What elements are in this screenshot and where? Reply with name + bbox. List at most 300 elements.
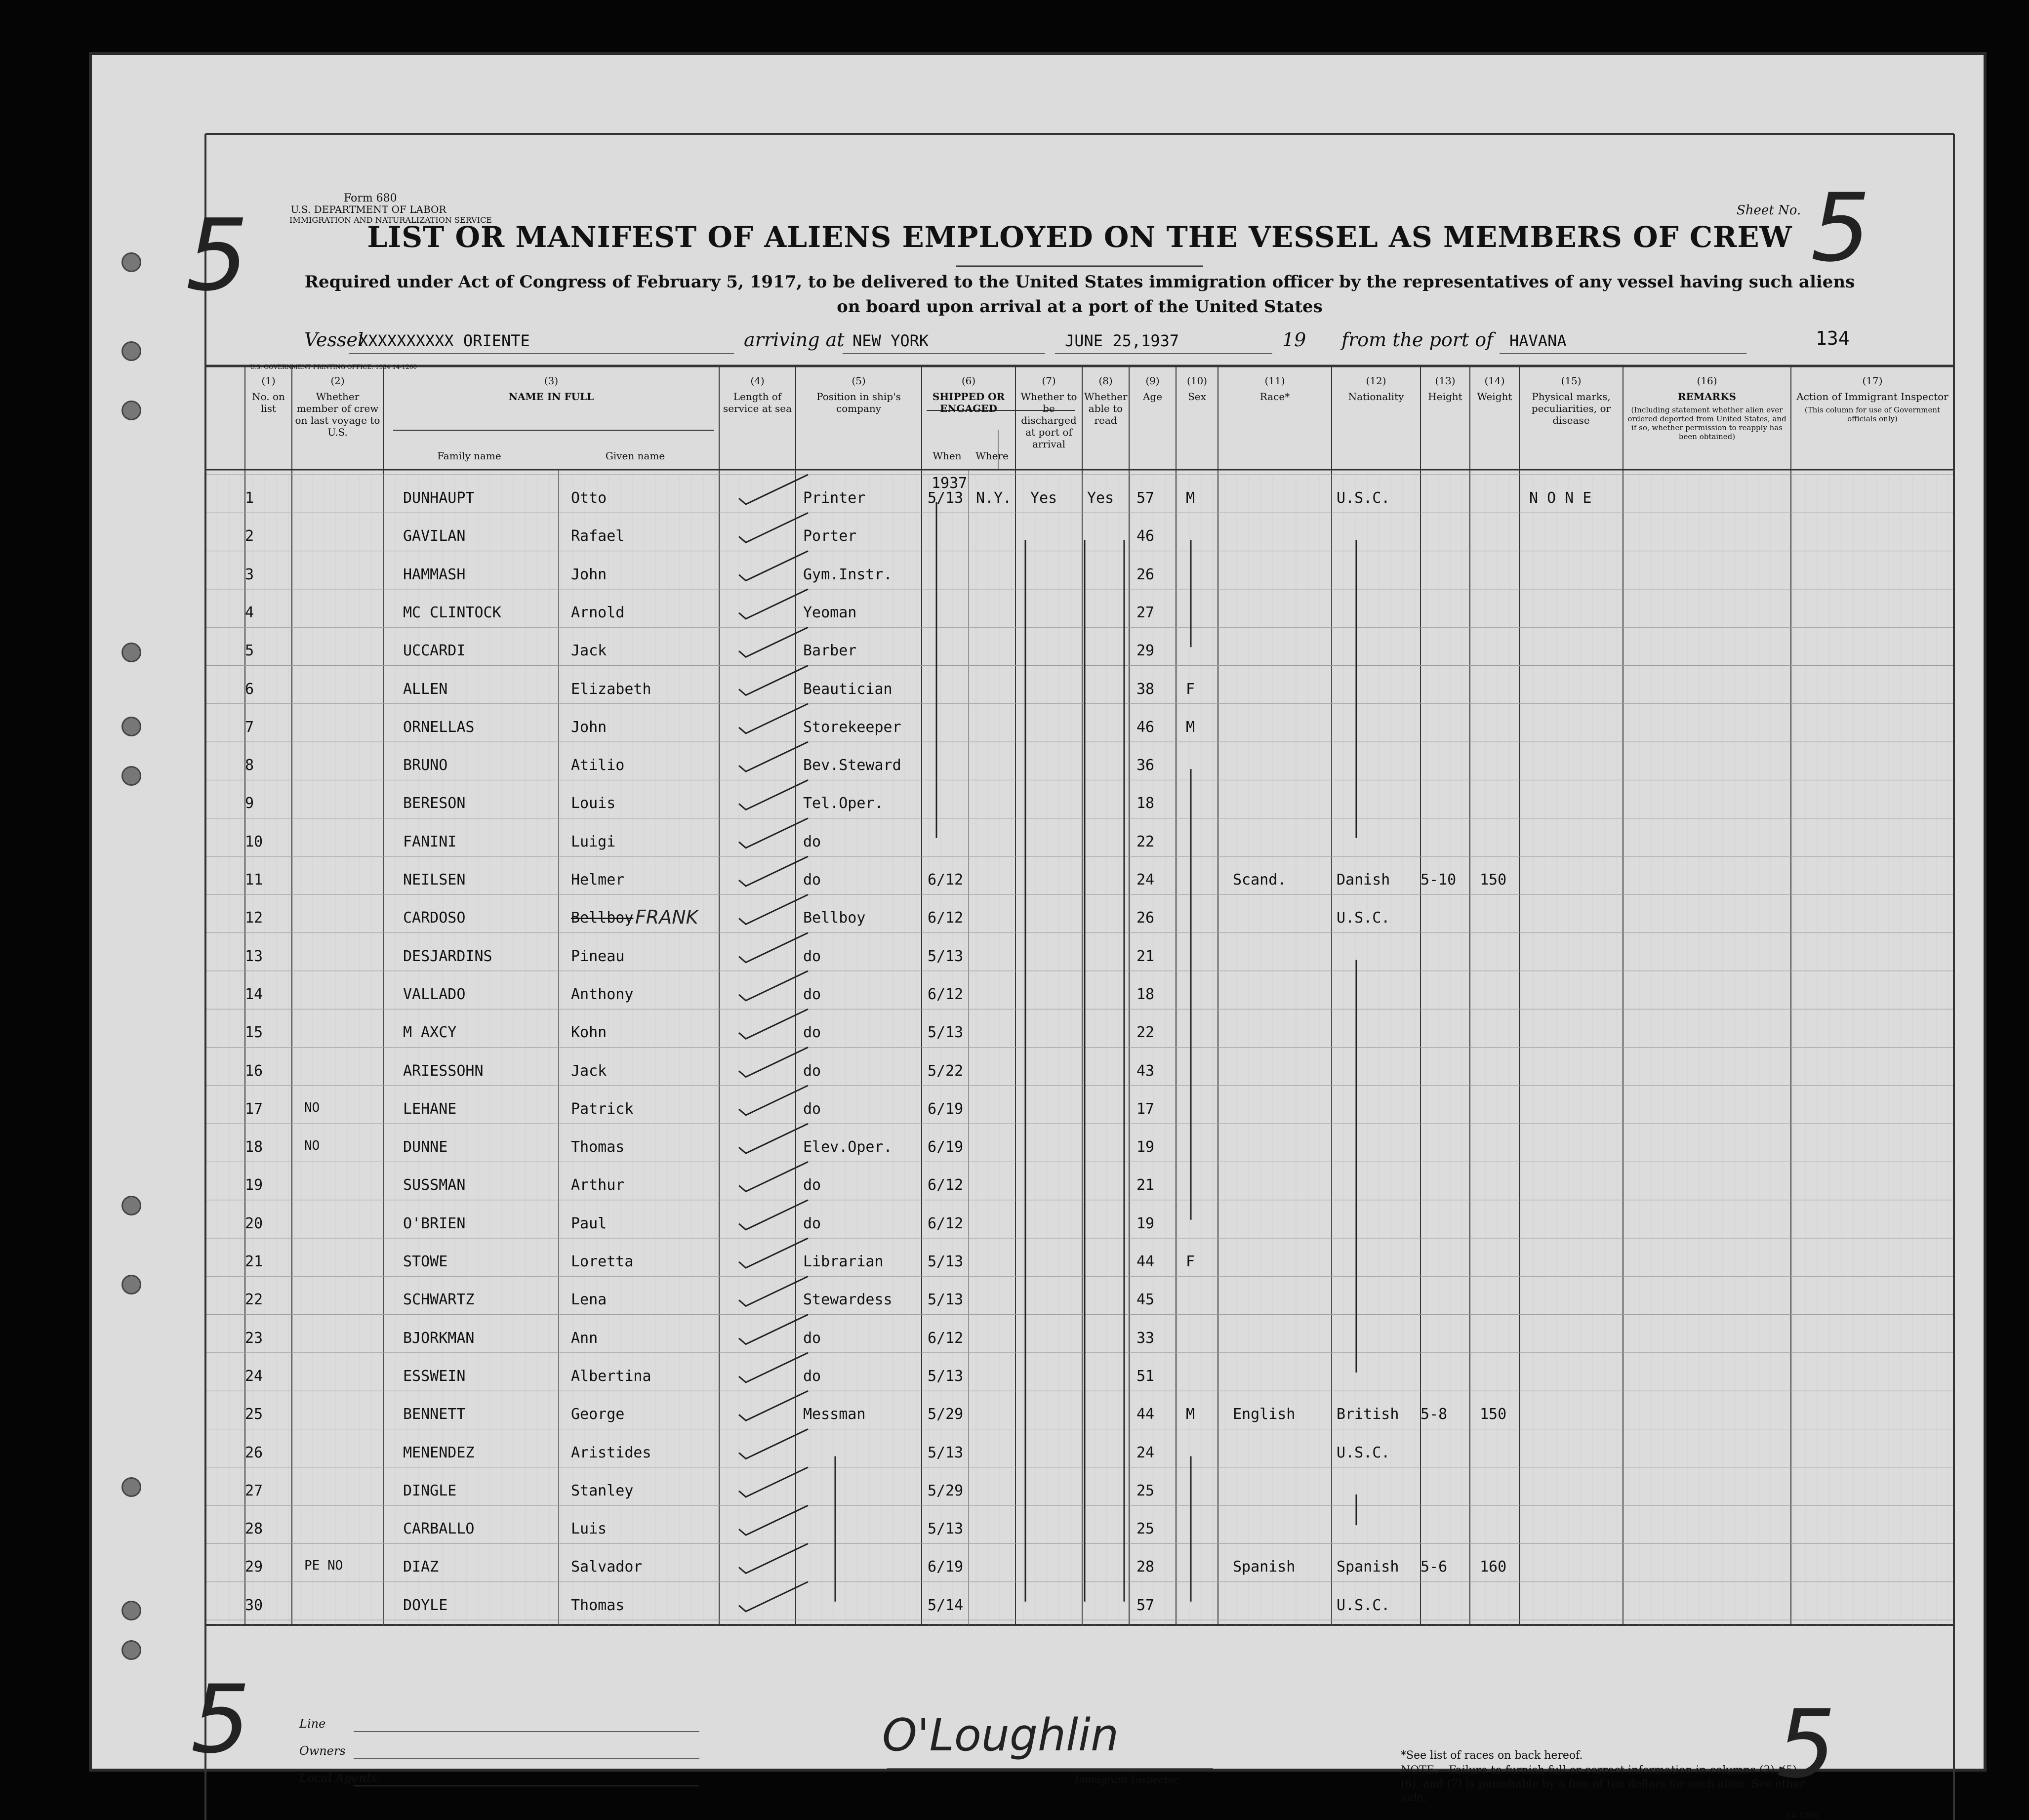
age-cell: 19	[1136, 1214, 1155, 1232]
rownum-cell: 21	[245, 1253, 263, 1270]
rownum-cell: 16	[245, 1062, 263, 1080]
position-cell: Beautician	[803, 680, 893, 698]
age-cell: 28	[1136, 1558, 1155, 1576]
position-cell: Elev.Oper.	[803, 1138, 893, 1156]
when-cell: 5/13	[928, 947, 964, 965]
when-cell: 6/19	[928, 1100, 964, 1118]
check-mark	[739, 780, 808, 809]
position-cell: Tel.Oper.	[803, 795, 884, 812]
line-label: Line	[299, 1717, 326, 1731]
given-name-cell: FRANK	[635, 906, 698, 929]
family-name-cell: NEILSEN	[403, 871, 466, 889]
age-cell: 22	[1136, 833, 1155, 850]
rownum-cell: 4	[245, 604, 254, 621]
rownum-cell: 29	[245, 1558, 263, 1576]
inspector-label: Immigrant Inspector.	[1075, 1774, 1181, 1785]
height-cell: 5-8	[1420, 1406, 1448, 1423]
age-cell: 18	[1136, 795, 1155, 812]
form-body	[186, 134, 1954, 1820]
check-mark	[739, 856, 808, 886]
family-name-cell: DIAZ	[403, 1558, 439, 1576]
manifest-title: LIST OR MANIFEST OF ALIENS EMPLOYED ON THE VESSEL AS MEMBERS OF CREW	[367, 220, 1792, 254]
local-agents-label: Local Agents	[299, 1771, 377, 1785]
weight-cell: 160	[1480, 1558, 1507, 1576]
age-cell: 26	[1136, 566, 1155, 583]
family-name-cell: DOYLE	[403, 1596, 448, 1614]
check-mark	[739, 551, 808, 581]
rownum-cell: 23	[245, 1329, 263, 1347]
column-number: (4)	[750, 375, 765, 387]
rownum-cell: 14	[245, 985, 263, 1003]
rownum-cell: 20	[245, 1214, 263, 1232]
check-mark	[739, 627, 808, 657]
position-cell: do	[803, 833, 821, 850]
nationality-cell: U.S.C.	[1337, 1596, 1390, 1614]
column-header: NAME IN FULL	[508, 391, 594, 403]
given-name-cell: Helmer	[571, 871, 625, 889]
form-id: Form 680	[344, 192, 397, 204]
given-name-cell: John	[571, 566, 607, 583]
punch-hole	[122, 401, 141, 420]
given-name-cell: Atilio	[571, 757, 625, 774]
given-name-cell: Kohn	[571, 1024, 607, 1042]
sex-cell: M	[1186, 1406, 1195, 1423]
age-cell: 29	[1136, 642, 1155, 660]
rownum-cell: 3	[245, 566, 254, 583]
nationality-cell: Spanish	[1337, 1558, 1399, 1576]
rownum-cell: 9	[245, 795, 254, 812]
rownum-cell: 13	[245, 947, 263, 965]
punch-hole	[122, 1477, 141, 1497]
check-mark	[739, 1429, 808, 1459]
family-name-cell: BERESON	[403, 795, 466, 812]
given-name-cell: Patrick	[571, 1100, 634, 1118]
check-mark	[739, 475, 808, 504]
rownum-cell: 11	[245, 871, 263, 889]
when-cell: 5/14	[928, 1596, 964, 1614]
position-cell: do	[803, 1329, 821, 1347]
from-port-label: from the port of	[1341, 329, 1494, 351]
where-cell: N.Y.	[976, 489, 1012, 507]
punch-hole	[122, 1275, 141, 1294]
check-mark	[739, 818, 808, 848]
when-cell: 5/13	[928, 1024, 964, 1042]
check-mark	[739, 1009, 808, 1039]
column-number: (3)	[544, 375, 559, 387]
check-mark	[739, 933, 808, 963]
check-mark	[739, 513, 808, 542]
department: U.S. DEPARTMENT OF LABOR	[290, 203, 446, 215]
given-name-cell: George	[571, 1406, 625, 1423]
given-name-cell: Louis	[571, 795, 616, 812]
read-cell: Yes	[1087, 489, 1114, 507]
position-cell: Barber	[803, 642, 857, 660]
given-name-cell: John	[571, 718, 607, 736]
given-name-cell: Salvador	[571, 1558, 643, 1576]
when-cell: 5/13	[928, 489, 964, 507]
family-name-cell: UCCARDI	[403, 642, 466, 660]
check-mark	[739, 742, 808, 771]
family-name-cell: DUNHAUPT	[403, 489, 475, 507]
when-cell: 5/13	[928, 1444, 964, 1461]
position-cell: Stewardess	[803, 1291, 893, 1309]
inspector-signature: O'Loughlin	[882, 1709, 1119, 1761]
age-cell: 46	[1136, 527, 1155, 545]
given-name-cell: Pineau	[571, 947, 625, 965]
sheet-label: Sheet No.	[1737, 203, 1801, 218]
family-name-cell: ALLEN	[403, 680, 448, 698]
when-cell: 6/12	[928, 1214, 964, 1232]
rownum-cell: 24	[245, 1367, 263, 1385]
column-number: (2)	[330, 375, 345, 387]
check-mark	[739, 971, 808, 1001]
age-cell: 43	[1136, 1062, 1155, 1080]
family-name-cell: MENENDEZ	[403, 1444, 475, 1461]
column-subheader: Family name	[437, 450, 501, 462]
rownum-cell: 1	[245, 489, 254, 507]
given-name-cell: Ann	[571, 1329, 598, 1347]
family-name-cell: VALLADO	[403, 985, 466, 1003]
column-header: Height	[1428, 391, 1462, 403]
given-name-cell: Paul	[571, 1214, 607, 1232]
when-cell: 6/12	[928, 985, 964, 1003]
footer-left-mark: 5	[191, 1665, 250, 1774]
check-mark	[739, 1391, 808, 1420]
family-name-cell: LEHANE	[403, 1100, 457, 1118]
nationality-cell: British	[1337, 1406, 1399, 1423]
age-cell: 36	[1136, 757, 1155, 774]
check-mark	[739, 1315, 808, 1344]
given-name-cell: Thomas	[571, 1138, 625, 1156]
family-name-cell: ARIESSOHN	[403, 1062, 484, 1080]
owners-label: Owners	[299, 1744, 346, 1758]
sex-cell: F	[1186, 680, 1195, 698]
punch-hole	[122, 252, 141, 272]
family-name-cell: DESJARDINS	[403, 947, 492, 965]
column-number: (8)	[1098, 375, 1113, 387]
column-subheader: Where	[975, 450, 1009, 462]
column-number: (17)	[1862, 375, 1883, 387]
sheet-number: 5	[1811, 173, 1870, 283]
check-mark	[739, 1124, 808, 1153]
manifest-sheet	[89, 52, 1987, 1820]
weight-cell: 150	[1480, 1406, 1507, 1423]
given-name-cell: Elizabeth	[571, 680, 651, 698]
age-cell: 44	[1136, 1253, 1155, 1270]
column-header: No. on list	[252, 391, 285, 414]
penalty-note: NOTE.—Failure to furnish full or correct information in columns (3), (5), (6), and (7) is punishable by a fine of ten dollars for each alien. See other side.	[1401, 1764, 1805, 1804]
age-cell: 25	[1136, 1520, 1155, 1538]
races-note: *See list of races on back hereof.	[1401, 1749, 1583, 1762]
nationality-cell: U.S.C.	[1337, 1444, 1390, 1461]
age-cell: 19	[1136, 1138, 1155, 1156]
rownum-cell: 22	[245, 1291, 263, 1309]
punch-hole	[122, 1601, 141, 1620]
given-name-cell: Loretta	[571, 1253, 634, 1270]
rownum-cell: 2	[245, 527, 254, 545]
family-name-cell: ESSWEIN	[403, 1367, 466, 1385]
rownum-cell: 8	[245, 757, 254, 774]
marks-cell: N O N E	[1529, 489, 1592, 507]
rownum-cell: 12	[245, 909, 263, 927]
position-cell: Gym.Instr.	[803, 566, 893, 583]
given-name-cell: Jack	[571, 642, 607, 660]
struck-given-name: Bellboy	[571, 909, 634, 927]
column-header: Weight	[1477, 391, 1512, 403]
check-mark	[739, 1086, 808, 1115]
family-name-cell: BENNETT	[403, 1406, 466, 1423]
when-cell: 5/13	[928, 1520, 964, 1538]
height-cell: 5-10	[1420, 871, 1457, 889]
check-mark	[739, 1467, 808, 1497]
nationality-cell: U.S.C.	[1337, 489, 1390, 507]
position-cell: do	[803, 1062, 821, 1080]
age-cell: 24	[1136, 1444, 1155, 1461]
age-cell: 45	[1136, 1291, 1155, 1309]
column-number: (15)	[1561, 375, 1582, 387]
sex-cell: M	[1186, 489, 1195, 507]
given-name-cell: Rafael	[571, 527, 625, 545]
age-cell: 46	[1136, 718, 1155, 736]
family-name-cell: GAVILAN	[403, 527, 466, 545]
check-mark	[739, 1505, 808, 1535]
column-subheader: (This column for use of Government officials only)	[1804, 405, 1941, 423]
check-mark	[739, 1238, 808, 1268]
position-cell: Bellboy	[803, 909, 866, 927]
race-cell: Spanish	[1233, 1558, 1296, 1576]
check-mark	[739, 704, 808, 733]
column-header: Whether able to read	[1084, 391, 1128, 426]
family-name-cell: HAMMASH	[403, 566, 466, 583]
rownum-cell: 7	[245, 718, 254, 736]
given-name-cell: Jack	[571, 1062, 607, 1080]
rownum-cell: 25	[245, 1406, 263, 1423]
when-cell: 6/19	[928, 1558, 964, 1576]
column-number: (12)	[1366, 375, 1386, 387]
when-cell: 5/13	[928, 1367, 964, 1385]
rownum-cell: 27	[245, 1482, 263, 1499]
prev-voyage-cell: NO	[304, 1138, 320, 1154]
rownum-cell: 5	[245, 642, 254, 660]
column-header: Sex	[1188, 391, 1206, 403]
prev-voyage-cell: NO	[304, 1100, 320, 1115]
rownum-cell: 17	[245, 1100, 263, 1118]
position-cell: do	[803, 1100, 821, 1118]
position-cell: do	[803, 1024, 821, 1042]
rownum-cell: 28	[245, 1520, 263, 1538]
column-header: Position in ship's company	[816, 391, 901, 414]
rownum-cell: 10	[245, 833, 263, 850]
when-cell: 5/29	[928, 1406, 964, 1423]
age-cell: 57	[1136, 489, 1155, 507]
family-name-cell: DINGLE	[403, 1482, 457, 1499]
service: IMMIGRATION AND NATURALIZATION SERVICE	[289, 215, 492, 225]
given-name-cell: Thomas	[571, 1596, 625, 1614]
rownum-cell: 19	[245, 1176, 263, 1194]
column-subheader: When	[933, 450, 962, 462]
column-subheader: (Including statement whether alien ever ordered deported from United States, and if so, whether permission to reapply has been obtained)	[1627, 405, 1786, 441]
check-mark	[739, 1162, 808, 1191]
race-cell: English	[1233, 1406, 1296, 1423]
family-name-cell: CARBALLO	[403, 1520, 475, 1538]
column-number: (10)	[1186, 375, 1208, 387]
when-cell: 5/29	[928, 1482, 964, 1499]
column-number: (9)	[1145, 375, 1160, 387]
year-label: 19	[1282, 329, 1306, 351]
position-cell: do	[803, 871, 821, 889]
age-cell: 18	[1136, 985, 1155, 1003]
column-header: Nationality	[1348, 391, 1404, 403]
family-name-cell: CARDOSO	[403, 909, 466, 927]
column-header: Age	[1142, 391, 1163, 403]
age-cell: 17	[1136, 1100, 1155, 1118]
position-cell: Yeoman	[803, 604, 857, 621]
departure-port: HAVANA	[1509, 331, 1567, 350]
nationality-cell: U.S.C.	[1337, 909, 1390, 927]
given-name-cell: Anthony	[571, 985, 634, 1003]
weight-cell: 150	[1480, 871, 1507, 889]
family-name-cell: SCHWARTZ	[403, 1291, 475, 1309]
given-name-cell: Luigi	[571, 833, 616, 850]
family-name-cell: ORNELLAS	[403, 718, 475, 736]
check-mark	[739, 1582, 808, 1612]
family-name-cell: MC CLINTOCK	[403, 604, 501, 621]
when-cell: 5/22	[928, 1062, 964, 1080]
age-cell: 57	[1136, 1596, 1155, 1614]
check-mark	[739, 1353, 808, 1382]
given-name-cell: Aristides	[571, 1444, 651, 1461]
when-cell: 5/13	[928, 1291, 964, 1309]
when-cell: 6/19	[928, 1138, 964, 1156]
age-cell: 24	[1136, 871, 1155, 889]
arriving-port: NEW YORK	[852, 331, 929, 350]
when-cell: 6/12	[928, 871, 964, 889]
column-number: (16)	[1697, 375, 1717, 387]
age-cell: 44	[1136, 1406, 1155, 1423]
family-name-cell: SUSSMAN	[403, 1176, 466, 1194]
given-name-cell: Arnold	[571, 604, 625, 621]
punch-hole	[122, 1196, 141, 1215]
position-cell: Printer	[803, 489, 866, 507]
family-name-cell: FANINI	[403, 833, 457, 850]
rownum-cell: 26	[245, 1444, 263, 1461]
column-number: (11)	[1264, 375, 1285, 387]
punch-hole	[122, 1640, 141, 1660]
age-cell: 38	[1136, 680, 1155, 698]
age-cell: 27	[1136, 604, 1155, 621]
column-number: (14)	[1484, 375, 1505, 387]
when-cell: 5/13	[928, 1253, 964, 1270]
position-cell: do	[803, 1214, 821, 1232]
corner-mark: 5	[186, 198, 249, 313]
sex-cell: F	[1186, 1253, 1195, 1270]
position-cell: Librarian	[803, 1253, 884, 1270]
manifest-subtitle: Required under Act of Congress of February 5, 1917, to be delivered to the United States immigration officer by the representatives of any vessel having such aliens on board upon arrival at a port of the United States	[304, 272, 1855, 317]
column-header: SHIPPED OR ENGAGED	[932, 391, 1005, 414]
column-number: (5)	[852, 375, 866, 387]
age-cell: 22	[1136, 1024, 1155, 1042]
discharge-cell: Yes	[1030, 489, 1057, 507]
rownum-cell: 6	[245, 680, 254, 698]
vessel-label: Vessel	[304, 329, 364, 351]
given-name-cell: Luis	[571, 1520, 607, 1538]
prev-voyage-cell: PE NO	[304, 1558, 343, 1574]
position-cell: Bev.Steward	[803, 757, 901, 774]
height-cell: 5-6	[1420, 1558, 1448, 1576]
given-name-cell: Lena	[571, 1291, 607, 1309]
family-name-cell: BJORKMAN	[403, 1329, 475, 1347]
when-cell: 6/12	[928, 1329, 964, 1347]
age-cell: 33	[1136, 1329, 1155, 1347]
column-header: Action of Immigrant Inspector	[1796, 391, 1948, 403]
check-mark	[739, 1200, 808, 1230]
nationality-cell: Danish	[1337, 871, 1390, 889]
check-mark	[739, 589, 808, 619]
when-cell: 6/12	[928, 909, 964, 927]
age-cell: 21	[1136, 947, 1155, 965]
age-cell: 21	[1136, 1176, 1155, 1194]
year-entry: 1937	[932, 475, 968, 492]
family-name-cell: DUNNE	[403, 1138, 448, 1156]
when-cell: 6/12	[928, 1176, 964, 1194]
family-name-cell: BRUNO	[403, 757, 448, 774]
check-mark	[739, 1276, 808, 1306]
column-number: (6)	[961, 375, 976, 387]
family-name-cell: STOWE	[403, 1253, 448, 1270]
race-cell: Scand.	[1233, 871, 1287, 889]
position-cell: Messman	[803, 1406, 866, 1423]
check-mark	[739, 1048, 808, 1077]
position-cell: do	[803, 1367, 821, 1385]
punch-hole	[122, 766, 141, 786]
given-name-cell: Albertina	[571, 1367, 651, 1385]
rownum-cell: 15	[245, 1024, 263, 1042]
column-subheader: Given name	[605, 450, 665, 462]
arrival-date: JUNE 25,1937	[1065, 331, 1179, 350]
column-number: (13)	[1435, 375, 1456, 387]
position-cell: do	[803, 947, 821, 965]
age-cell: 25	[1136, 1482, 1155, 1499]
column-header: REMARKS	[1678, 391, 1736, 403]
family-name-cell: O'BRIEN	[403, 1214, 466, 1232]
column-header: Physical marks, peculiarities, or disease	[1531, 391, 1611, 426]
printing-office: U.S. GOVERNMENT PRINTING OFFICE: 1934 14-1260	[250, 364, 417, 370]
arriving-label: arriving at	[744, 329, 845, 351]
vessel-name: XXXXXXXXXX ORIENTE	[359, 331, 530, 350]
position-cell: do	[803, 985, 821, 1003]
given-name-cell: Arthur	[571, 1176, 625, 1194]
punch-hole	[122, 341, 141, 361]
column-header: Whether to be discharged at port of arrival	[1020, 391, 1077, 450]
column-header: Whether member of crew on last voyage to U.S.	[295, 391, 380, 438]
column-number: (1)	[261, 375, 276, 387]
family-name-cell: M AXCY	[403, 1024, 457, 1042]
age-cell: 51	[1136, 1367, 1155, 1385]
footer-right-mark: 5	[1776, 1690, 1836, 1799]
punch-hole	[122, 717, 141, 736]
given-name-cell: Otto	[571, 489, 607, 507]
punch-hole	[122, 643, 141, 662]
column-header: Length of service at sea	[723, 391, 792, 414]
check-mark	[739, 666, 808, 695]
age-cell: 26	[1136, 909, 1155, 927]
position-cell: Storekeeper	[803, 718, 901, 736]
rownum-cell: 30	[245, 1596, 263, 1614]
rownum-cell: 18	[245, 1138, 263, 1156]
form-code: 14-1260	[1786, 1811, 1819, 1820]
column-header: Race*	[1259, 391, 1290, 403]
given-name-cell: Stanley	[571, 1482, 634, 1499]
